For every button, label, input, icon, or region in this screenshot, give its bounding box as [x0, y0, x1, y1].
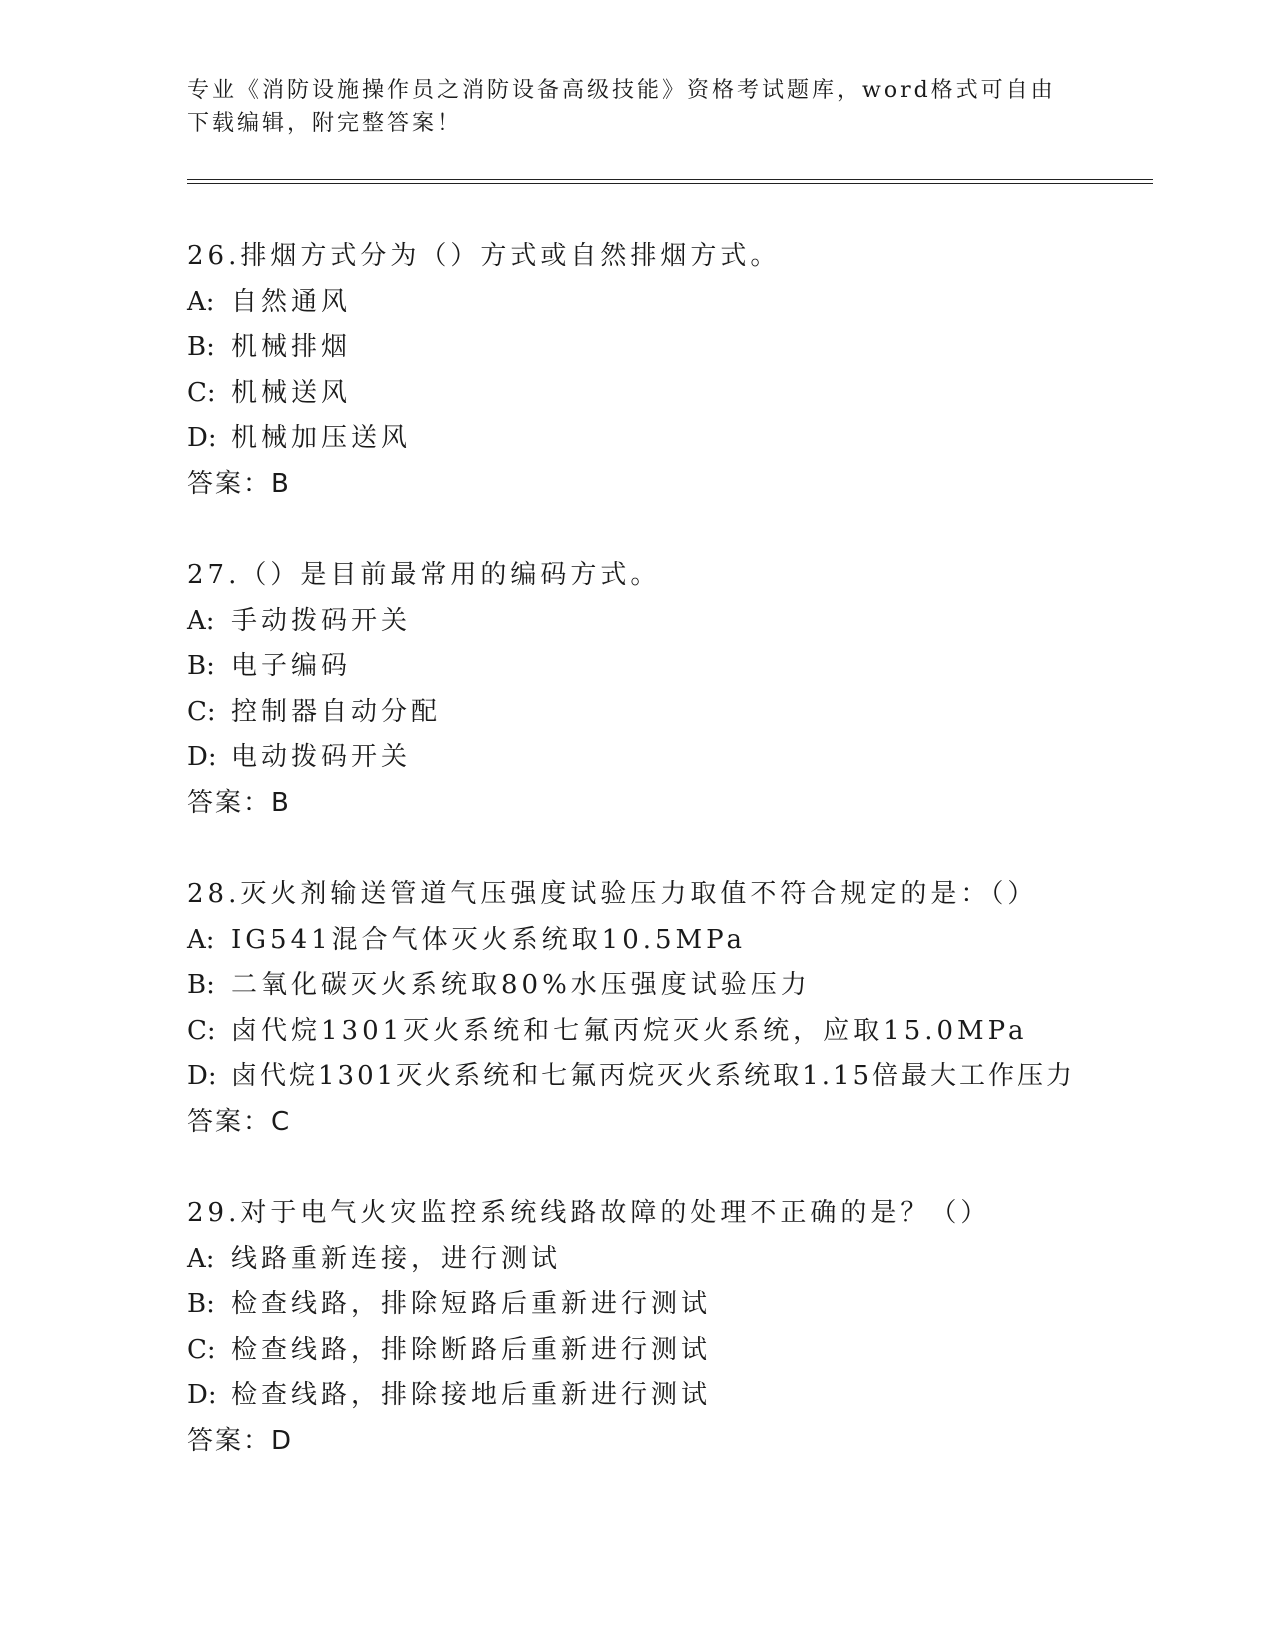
option-c [187, 371, 1147, 417]
option-letter: D: [187, 423, 217, 453]
option-text: 检查线路，排除短路后重新进行测试 [231, 1289, 712, 1319]
option-letter: C: [187, 696, 216, 727]
option-letter: B: [187, 651, 215, 681]
option-text: 自然通风 [231, 286, 352, 317]
option-d [187, 1054, 1147, 1100]
option-letter: D: [187, 742, 217, 772]
option-c [187, 1009, 1147, 1055]
option-text: 卤代烷1301灭火系统和七氟丙烷灭火系统取1.15倍最大工作压力 [231, 1061, 1076, 1091]
option-text: 机械排烟 [231, 332, 352, 362]
option-a [187, 599, 1147, 645]
header-divider-top [187, 179, 1153, 180]
option-text: 机械送风 [231, 377, 352, 408]
option-letter: B: [187, 970, 215, 1000]
option-a [187, 1237, 1147, 1283]
option-text: 检查线路，排除断路后重新进行测试 [231, 1334, 712, 1365]
option-letter: B: [187, 332, 215, 362]
option-letter: C: [187, 377, 216, 408]
option-text: 电子编码 [231, 651, 352, 681]
question-27 [187, 553, 1147, 826]
option-letter: A: [187, 286, 215, 317]
option-letter: A: [187, 605, 215, 636]
option-letter: B: [187, 1289, 215, 1319]
answer-line: 答案：B [187, 468, 291, 499]
header-divider-bottom [187, 183, 1153, 184]
question-title: 29.对于电气火灾监控系统线路故障的处理不正确的是？（） [187, 1198, 991, 1228]
document-header: 专业《消防设施操作员之消防设备高级技能》资格考试题库，word格式可自由下载编辑，附完整答案！ [187, 78, 1056, 136]
option-b [187, 1282, 1147, 1328]
option-a [187, 918, 1147, 964]
option-c [187, 1328, 1147, 1374]
option-text: 手动拨码开关 [231, 605, 412, 636]
option-letter: D: [187, 1061, 217, 1091]
question-26 [187, 234, 1147, 507]
option-d [187, 1373, 1147, 1419]
option-c [187, 690, 1147, 736]
option-d [187, 416, 1147, 462]
option-a [187, 280, 1147, 326]
question-title: 27.（）是目前最常用的编码方式。 [187, 560, 661, 590]
option-text: 线路重新连接，进行测试 [231, 1243, 562, 1274]
question-29 [187, 1191, 1147, 1464]
option-d [187, 735, 1147, 781]
option-letter: C: [187, 1334, 216, 1365]
option-text: 卤代烷1301灭火系统和七氟丙烷灭火系统，应取15.0MPa [231, 1015, 1028, 1046]
option-b [187, 644, 1147, 690]
option-letter: A: [187, 924, 215, 955]
answer-line: 答案：B [187, 787, 291, 818]
option-text: 电动拨码开关 [231, 742, 412, 772]
option-text: 检查线路，排除接地后重新进行测试 [231, 1380, 712, 1410]
option-letter: D: [187, 1380, 217, 1410]
answer-line: 答案：D [187, 1425, 294, 1456]
option-text: 机械加压送风 [231, 423, 412, 453]
question-title: 28.灭火剂输送管道气压强度试验压力取值不符合规定的是：（） [187, 879, 1038, 909]
option-letter: C: [187, 1015, 216, 1046]
option-b [187, 325, 1147, 371]
option-text: 二氧化碳灭火系统取80%水压强度试验压力 [231, 970, 811, 1000]
option-b [187, 963, 1147, 1009]
question-28 [187, 872, 1147, 1145]
question-title: 26.排烟方式分为（）方式或自然排烟方式。 [187, 241, 781, 271]
option-text: 控制器自动分配 [231, 696, 442, 727]
option-letter: A: [187, 1243, 215, 1274]
option-text: IG541混合气体灭火系统取10.5MPa [231, 924, 747, 955]
answer-line: 答案：C [187, 1106, 292, 1137]
